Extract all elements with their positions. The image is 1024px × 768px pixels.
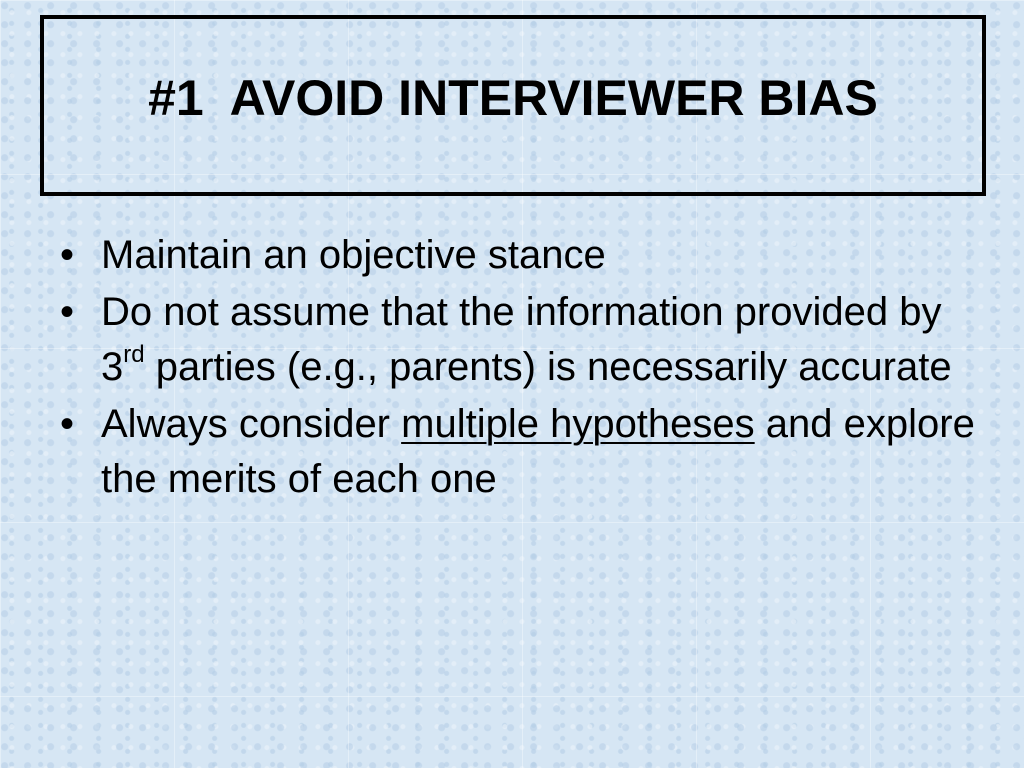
- slide-title: #1 AVOID INTERVIEWER BIAS: [148, 69, 878, 126]
- bullet-item-objective-stance: [56, 228, 976, 283]
- ordinal-superscript: rd: [123, 340, 145, 368]
- title-box: [40, 15, 986, 196]
- bullet-text-before: Do not assume that the information provided by 3: [101, 290, 942, 389]
- bullet-list: [56, 228, 976, 509]
- bullet-icon: •: [60, 290, 75, 334]
- bullet-item-third-parties: [56, 285, 976, 395]
- bullet-text-after: parties (e.g., parents) is necessarily accurate: [144, 345, 952, 389]
- bullet-text-after: and explore the merits of each one: [101, 402, 975, 501]
- bullet-item-multiple-hypotheses: [56, 397, 976, 507]
- bullet-icon: •: [60, 233, 75, 277]
- bullet-icon: •: [60, 402, 75, 446]
- bullet-text-before: Always consider: [101, 402, 402, 446]
- bullet-text: Maintain an objective stance: [101, 233, 606, 277]
- underlined-phrase: multiple hypotheses: [401, 402, 755, 446]
